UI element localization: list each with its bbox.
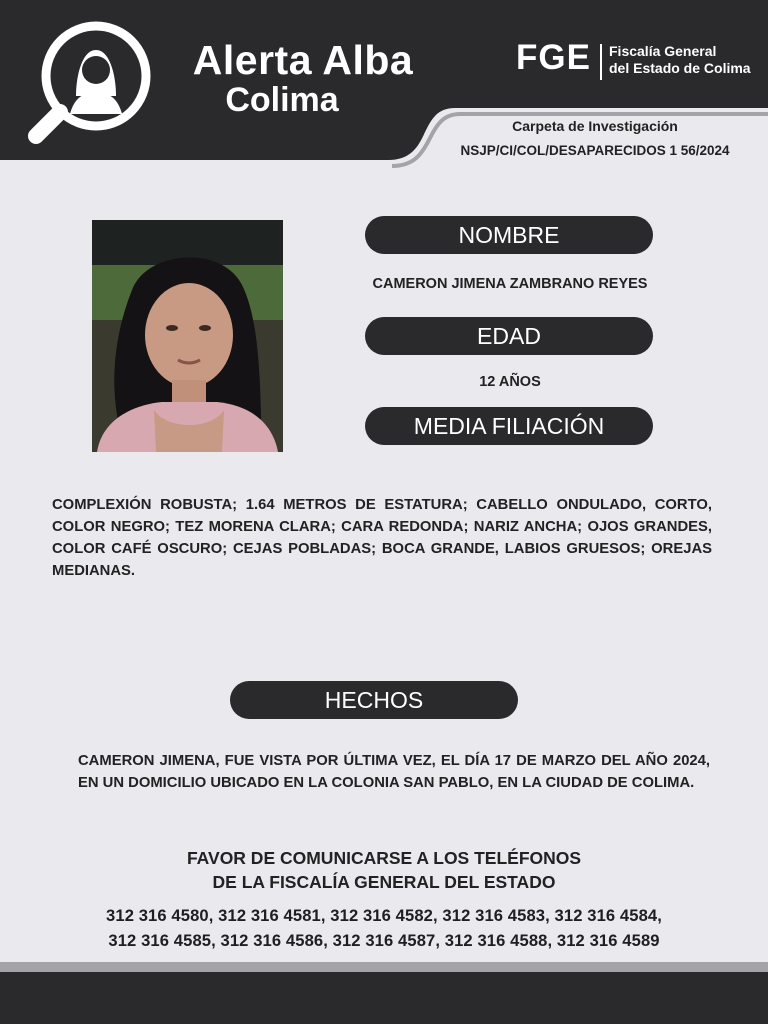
contact-line-1: FAVOR DE COMUNICARSE A LOS TELÉFONOS (186, 848, 582, 868)
phone-list-line-2: 312 316 4585, 312 316 4586, 312 316 4587, 312 316 4588, 312 316 4589 (108, 931, 660, 950)
agency-divider (600, 44, 602, 80)
person-name: CAMERON JIMENA ZAMBRANO REYES (372, 276, 648, 292)
contact-line-2: DE LA FISCALÍA GENERAL DEL ESTADO (212, 872, 556, 892)
brand-subtitle: Colima (225, 81, 339, 119)
name-header: NOMBRE (365, 216, 653, 254)
facts-header: HECHOS (230, 681, 518, 719)
agency-name-line1: Fiscalía General (609, 43, 717, 59)
case-label: Carpeta de Investigación (512, 118, 678, 134)
person-age: 12 AÑOS (479, 374, 541, 390)
description-header: MEDIA FILIACIÓN (365, 407, 653, 445)
search-person-icon (24, 18, 156, 148)
facts-text: CAMERON JIMENA, FUE VISTA POR ÚLTIMA VEZ, EL DÍA 17 DE MARZO DEL AÑO 2024, EN UN DOMICILIO UBICADO EN LA COLONIA SAN PABLO, EN LA CIUDAD DE COLIMA. (78, 753, 710, 791)
phone-list-line-1: 312 316 4580, 312 316 4581, 312 316 4582, 312 316 4583, 312 316 4584, (106, 906, 662, 925)
agency-name-line2: del Estado de Colima (609, 60, 751, 76)
person-description: COMPLEXIÓN ROBUSTA; 1.64 METROS DE ESTATURA; CABELLO ONDULADO, CORTO, COLOR NEGRO; TEZ MORENA CLARA; CARA REDONDA; NARIZ ANCHA; OJOS GRANDES, COLOR CAFÉ OSCURO; CEJAS POBLADAS; BOCA GRANDE, LABIOS GRUESOS; OREJAS MEDIANAS. (52, 497, 712, 579)
case-number: NSJP/CI/COL/DESAPARECIDOS 1 56/2024 (460, 143, 730, 158)
agency-code: FGE (516, 38, 591, 77)
brand-title: Alerta Alba (192, 37, 414, 83)
agency-name (609, 43, 768, 77)
age-header: EDAD (365, 317, 653, 355)
missing-person-photo (92, 220, 283, 452)
